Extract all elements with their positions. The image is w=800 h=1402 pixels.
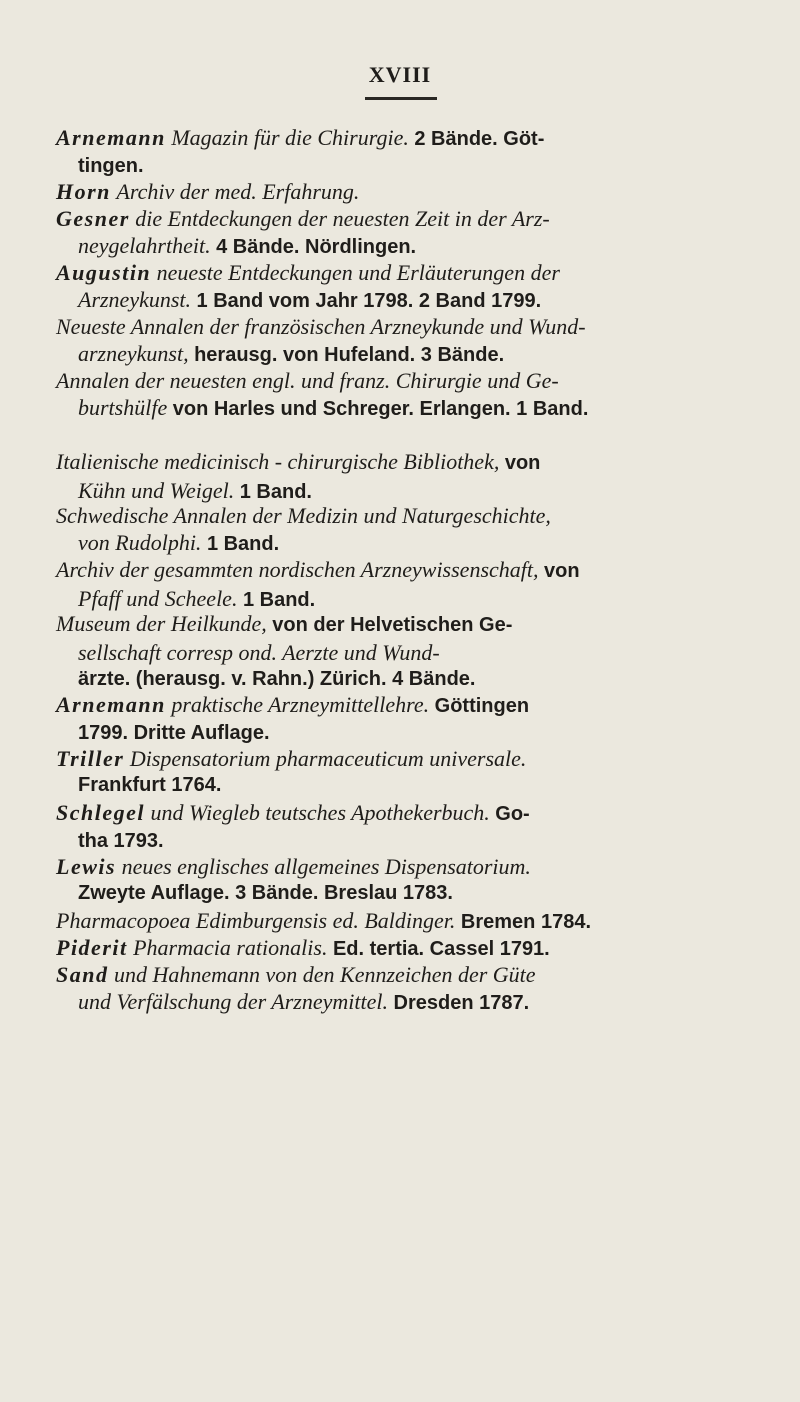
entry-continuation: tingen. <box>78 155 144 177</box>
bibliography-entry <box>56 178 756 205</box>
entry-author: Horn <box>56 179 111 204</box>
entry-details: Göttingen <box>434 695 530 717</box>
bibliography-entry <box>56 691 756 747</box>
entry-author: Gesner <box>56 206 130 231</box>
entry-continuation: arzneykunst, <box>78 341 189 366</box>
entry-details: 1 Band. <box>242 589 316 611</box>
bibliography-entry <box>56 745 756 799</box>
bibliography-entry <box>56 934 756 963</box>
entry-continuation: Frankfurt 1764. <box>78 774 222 796</box>
entry-continuation: Kühn und Weigel. <box>78 478 235 503</box>
folio-rule <box>365 97 437 100</box>
bibliography-entry <box>56 853 756 907</box>
entry-author: Schlegel <box>56 800 145 825</box>
entry-title: Schwedische Annalen der Medizin und Naturgeschichte, <box>56 503 551 528</box>
entry-title: Annalen der neuesten engl. und franz. Chirurgie und Ge- <box>56 368 559 393</box>
entry-title: Magazin für die Chirurgie. <box>171 125 409 150</box>
entry-continuation: tha 1793. <box>78 830 164 852</box>
entry-details: Go- <box>495 803 530 825</box>
entry-title: Archiv der med. Erfahrung. <box>116 179 360 204</box>
entry-author: Augustin <box>56 260 152 285</box>
bibliography-entry <box>56 313 756 369</box>
bibliography-entry <box>56 502 756 558</box>
entry-title: Dispensatorium pharmaceuticum universale. <box>129 746 527 771</box>
entry-continuation: Zweyte Auflage. 3 Bände. Breslau 1783. <box>78 882 453 904</box>
entry-continuation: und Verfälschung der Arzneymittel. <box>78 989 388 1014</box>
entry-author: Sand <box>56 962 109 987</box>
entry-title: Museum der Heilkunde, <box>56 611 267 636</box>
entry-details: Bremen 1784. <box>460 911 591 933</box>
entry-title: und Hahnemann von den Kennzeichen der Güte <box>113 962 536 987</box>
entry-continuation: neygelahrtheit. <box>78 233 211 258</box>
entry-continuation-2: ärzte. (herausg. v. Rahn.) Zürich. 4 Bände. <box>78 668 476 690</box>
entry-title: neueste Entdeckungen und Erläuterungen der <box>156 260 560 285</box>
entry-details: Dresden 1787. <box>393 992 530 1014</box>
entry-author: Lewis <box>56 854 117 879</box>
entry-author: Arnemann <box>56 125 166 150</box>
entry-title: und Wiegleb teutsches Apothekerbuch. <box>150 800 490 825</box>
entry-details: 1 Band. <box>239 481 312 503</box>
entry-continuation: Arzneykunst. <box>78 287 192 312</box>
page-folio: XVIII <box>368 62 432 87</box>
entry-continuation: sellschaft corresp ond. Aerzte und Wund- <box>78 640 440 665</box>
entry-continuation: Pfaff und Scheele. <box>78 586 238 611</box>
entry-details: 4 Bände. Nördlingen. <box>216 236 417 258</box>
entry-details: Ed. tertia. Cassel 1791. <box>332 938 550 960</box>
entry-details: herausg. von Hufeland. 3 Bände. <box>194 344 505 366</box>
bibliography-entry <box>56 610 756 693</box>
entry-continuation: von Rudolphi. <box>78 530 202 555</box>
entry-title: Pharmacopoea Edimburgensis ed. Baldinger. <box>56 908 456 933</box>
bibliography-entry <box>56 907 756 936</box>
entry-details: 2 Bände. Göt- <box>414 128 545 150</box>
entry-details: von <box>504 452 541 474</box>
entry-title: Italienische medicinisch - chirurgische Bibliothek, <box>56 449 500 474</box>
entry-title: praktische Arzneymittellehre. <box>171 692 430 717</box>
entry-details: 1 Band. <box>206 533 280 555</box>
bibliography-entry <box>56 124 756 180</box>
bibliography-entry <box>56 961 756 1017</box>
entry-continuation: 1799. Dritte Auflage. <box>78 722 270 744</box>
entry-title: Archiv der gesammten nordischen Arzneywissenschaft, <box>56 557 539 582</box>
entry-details: 1 Band vom Jahr 1798. 2 Band 1799. <box>196 290 542 312</box>
entry-details: von Harles und Schreger. Erlangen. 1 Band. <box>172 398 589 420</box>
entry-author: Piderit <box>56 935 128 960</box>
bibliography-entry <box>56 799 756 855</box>
entry-author: Arnemann <box>56 692 166 717</box>
entry-title: Neueste Annalen der französischen Arzneykunde und Wund- <box>56 314 586 339</box>
entry-author: Triller <box>56 746 125 771</box>
entry-continuation: burtshülfe <box>78 395 168 420</box>
bibliography-entry <box>56 259 756 315</box>
entry-title: die Entdeckungen der neuesten Zeit in der Arz- <box>135 206 550 231</box>
entry-details: von <box>544 560 580 582</box>
bibliography-entry <box>56 448 756 506</box>
entry-title: neues englisches allgemeines Dispensatorium. <box>121 854 531 879</box>
bibliography-entry <box>56 367 756 423</box>
entry-details: von der Helvetischen Ge- <box>272 614 513 636</box>
entry-title: Pharmacia rationalis. <box>133 935 328 960</box>
bibliography-entry <box>56 556 756 614</box>
bibliography-entry <box>56 205 756 261</box>
